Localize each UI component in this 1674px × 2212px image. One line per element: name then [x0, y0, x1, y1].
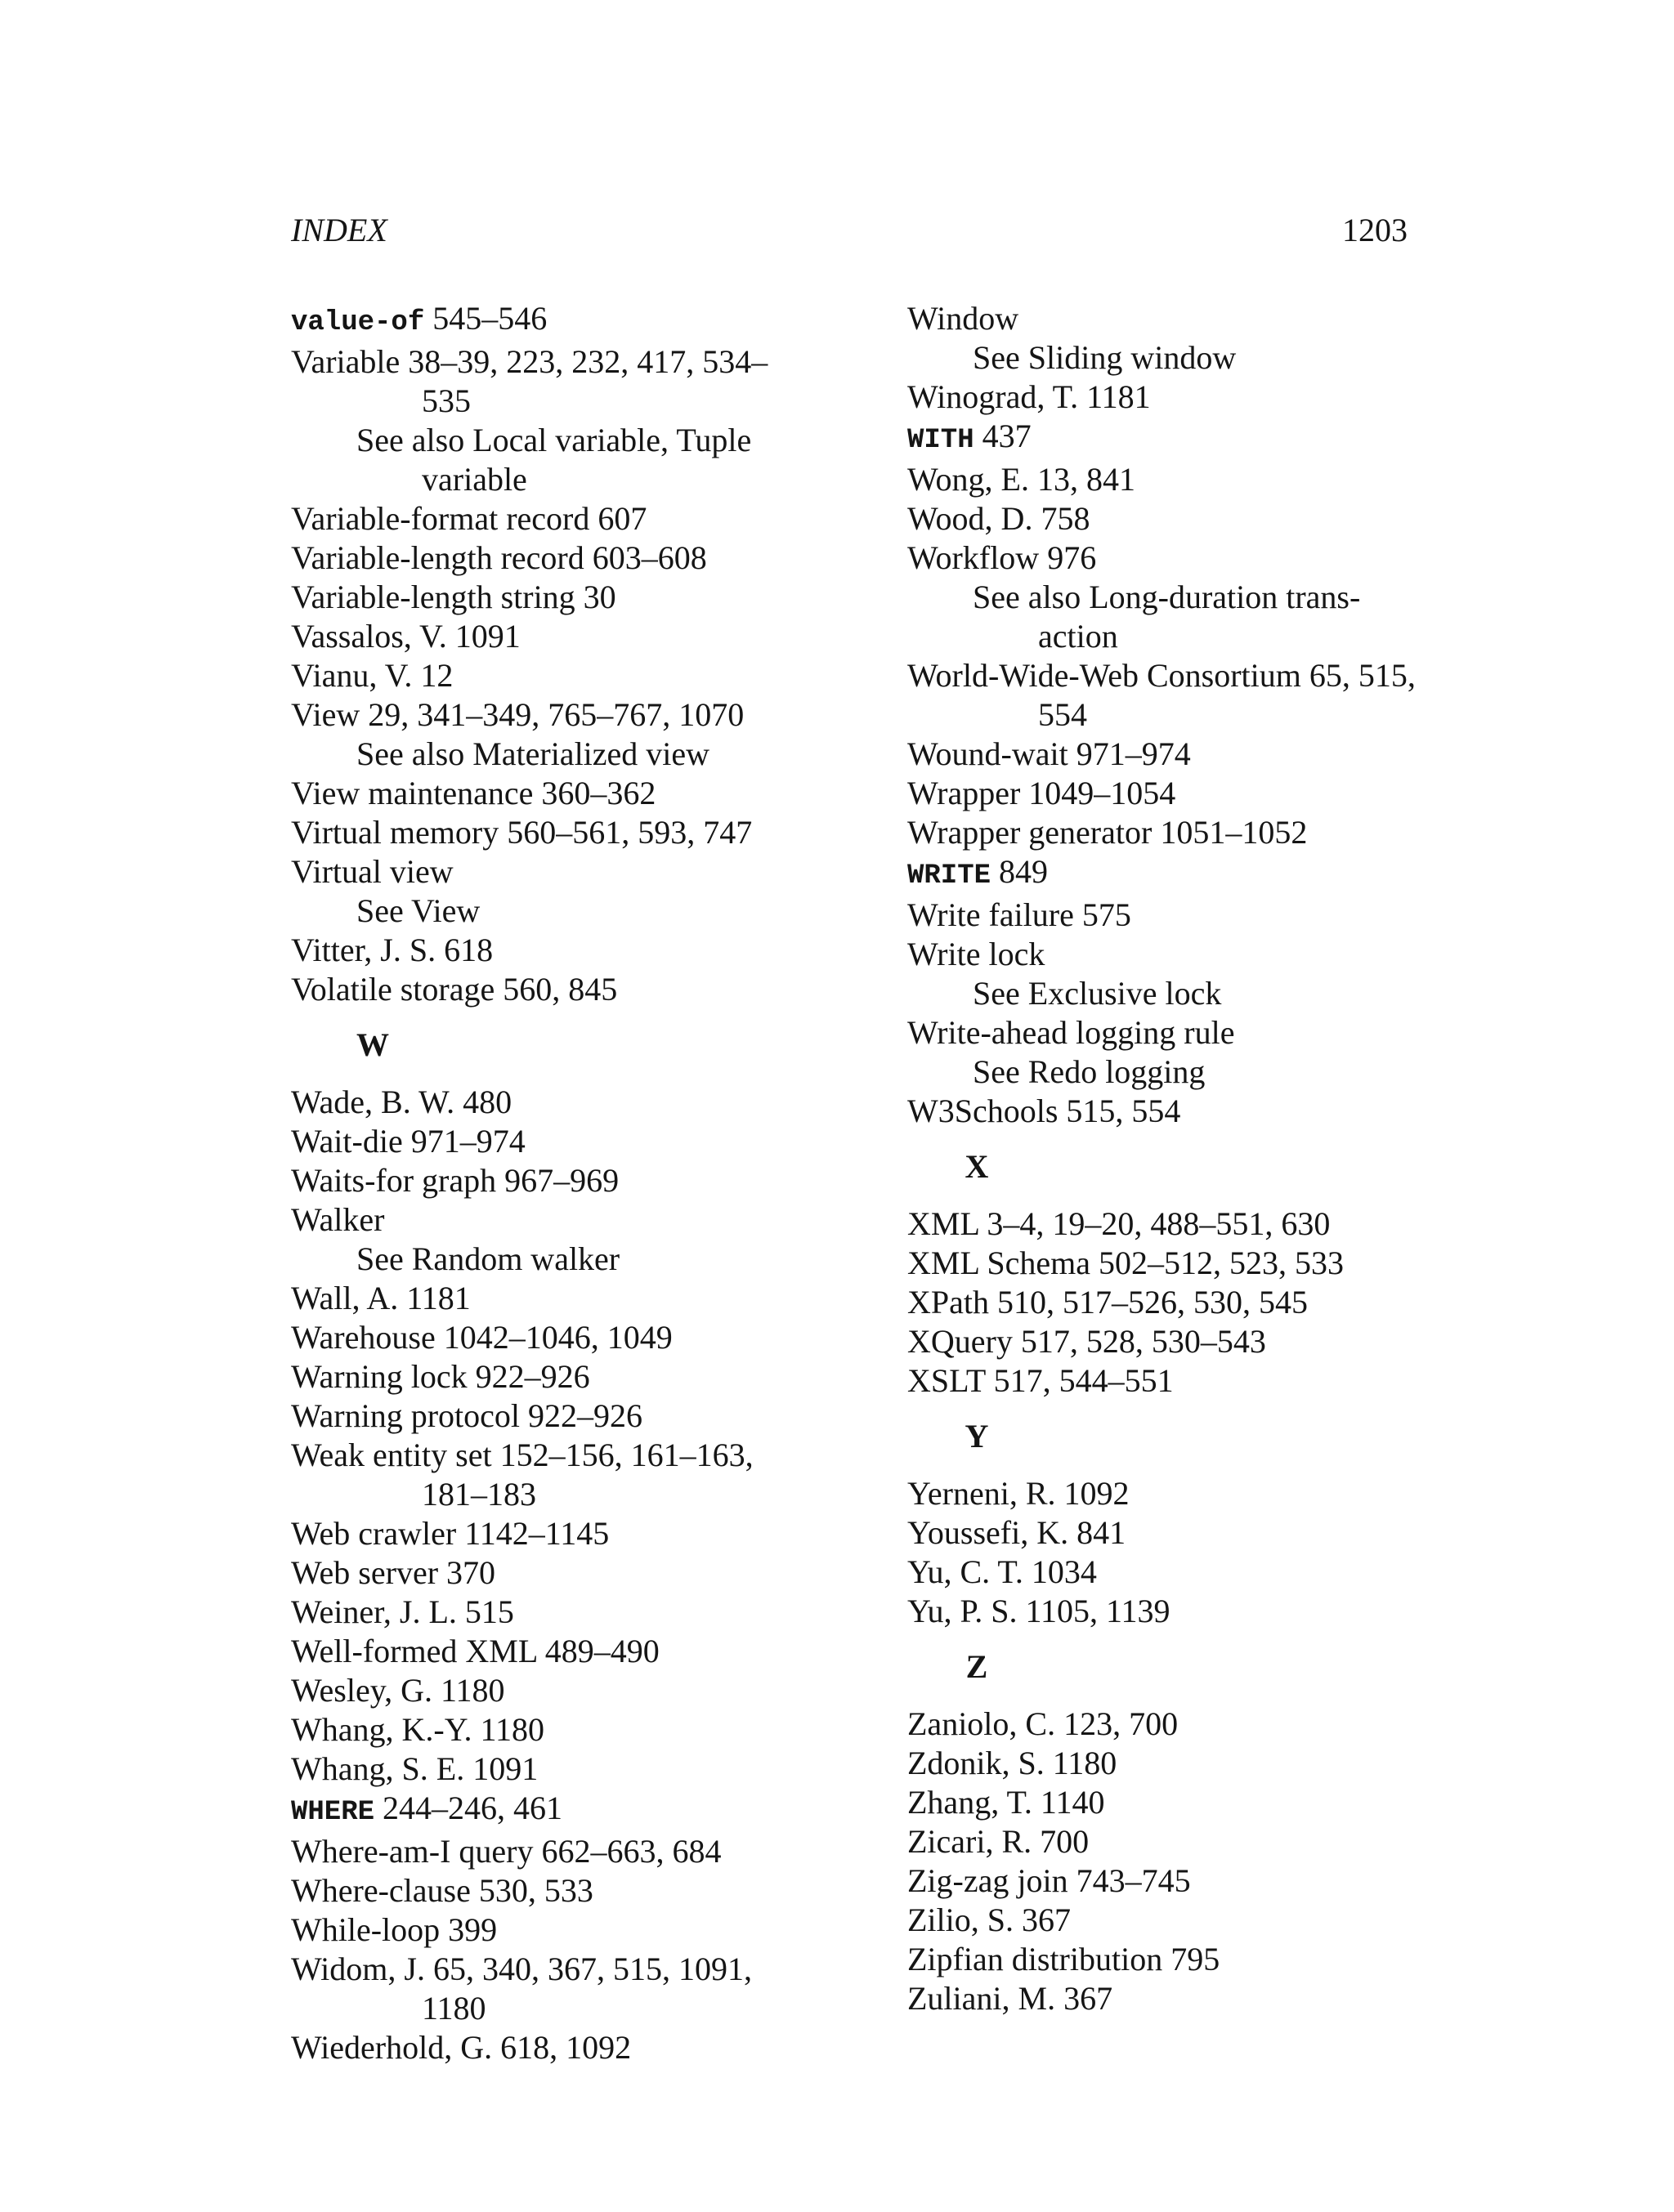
index-column-right	[907, 299, 1455, 2018]
index-entry: Weak entity set 152–156, 161–163,	[291, 1437, 754, 1473]
index-entry: Wade, B. W. 480	[291, 1084, 512, 1120]
index-entry: Wound-wait 971–974	[907, 735, 1191, 772]
index-entry: WITH 437	[907, 418, 1032, 456]
index-entry: Web server 370	[291, 1554, 496, 1591]
index-entry: W3Schools 515, 554	[907, 1093, 1181, 1129]
index-entry: Zilio, S. 367	[907, 1901, 1072, 1938]
index-entry: Wesley, G. 1180	[291, 1672, 505, 1709]
index-entry-continuation: 1180	[422, 1990, 486, 2027]
index-entry: Virtual memory 560–561, 593, 747	[291, 814, 753, 851]
page-number: 1203	[1342, 212, 1408, 248]
index-entry: Web crawler 1142–1145	[291, 1515, 610, 1552]
index-cross-reference: See Random walker	[356, 1240, 620, 1277]
index-entry: Warning lock 922–926	[291, 1358, 590, 1395]
index-entry: Walker	[291, 1201, 385, 1238]
index-entry: Zaniolo, C. 123, 700	[907, 1705, 1179, 1742]
index-entry: View maintenance 360–362	[291, 775, 656, 811]
index-entry: Zig-zag join 743–745	[907, 1862, 1191, 1899]
section-letter-w: W	[356, 1026, 389, 1063]
index-cross-reference: See also Materialized view	[356, 735, 710, 772]
index-entry: Yu, P. S. 1105, 1139	[907, 1593, 1170, 1629]
index-entry: XML Schema 502–512, 523, 533	[907, 1245, 1345, 1281]
index-entry-continuation: action	[1038, 618, 1118, 655]
index-entry: XPath 510, 517–526, 530, 545	[907, 1284, 1308, 1320]
section-letter-x: X	[965, 1148, 989, 1185]
index-entry: Workflow 976	[907, 539, 1097, 576]
index-entry: WHERE 244–246, 461	[291, 1790, 563, 1828]
index-entry: View 29, 341–349, 765–767, 1070	[291, 696, 745, 733]
index-entry: Wrapper 1049–1054	[907, 775, 1176, 811]
code-term: WHERE	[291, 1797, 375, 1828]
index-entry: Widom, J. 65, 340, 367, 515, 1091,	[291, 1951, 752, 1987]
index-entry-continuation: 554	[1038, 696, 1087, 733]
index-entry: Write failure 575	[907, 896, 1131, 933]
index-entry: Vitter, J. S. 618	[291, 932, 494, 968]
index-entry: Whang, S. E. 1091	[291, 1750, 539, 1787]
index-entry-continuation: variable	[422, 461, 527, 498]
section-letter-z: Z	[965, 1648, 988, 1685]
index-entry: Zicari, R. 700	[907, 1823, 1090, 1860]
index-entry: Zdonik, S. 1180	[907, 1745, 1117, 1781]
index-entry: Wiederhold, G. 618, 1092	[291, 2029, 632, 2066]
index-entry-continuation: 535	[422, 382, 471, 419]
index-entry: Volatile storage 560, 845	[291, 971, 618, 1008]
index-entry: Zhang, T. 1140	[907, 1784, 1105, 1821]
index-entry: Warning protocol 922–926	[291, 1397, 643, 1434]
index-entry: Where-clause 530, 533	[291, 1872, 593, 1909]
index-entry: Wait-die 971–974	[291, 1123, 526, 1160]
section-letter-y: Y	[965, 1418, 989, 1455]
index-entry: Vassalos, V. 1091	[291, 618, 521, 655]
index-entry-continuation: 181–183	[422, 1476, 536, 1513]
index-entry: Wong, E. 13, 841	[907, 461, 1135, 498]
index-entry: World-Wide-Web Consortium 65, 515,	[907, 657, 1416, 694]
code-term: value-of	[291, 307, 425, 338]
index-entry: XQuery 517, 528, 530–543	[907, 1323, 1266, 1360]
index-entry: Warehouse 1042–1046, 1049	[291, 1319, 673, 1356]
index-entry: Weiner, J. L. 515	[291, 1593, 514, 1630]
running-title: INDEX	[291, 212, 387, 248]
index-entry: Zipfian distribution 795	[907, 1941, 1220, 1977]
index-entry: Variable-length record 603–608	[291, 539, 707, 576]
index-cross-reference: See also Local variable, Tuple	[356, 422, 752, 458]
index-entry: Variable-format record 607	[291, 500, 647, 537]
index-entry: Vianu, V. 12	[291, 657, 454, 694]
index-entry: Virtual view	[291, 853, 454, 890]
index-entry: Variable 38–39, 223, 232, 417, 534–	[291, 343, 768, 380]
index-entry: Variable-length string 30	[291, 579, 616, 615]
index-entry: value-of 545–546	[291, 300, 548, 338]
index-entry: Write-ahead logging rule	[907, 1014, 1235, 1051]
running-head	[291, 206, 1408, 255]
index-entry: XSLT 517, 544–551	[907, 1362, 1174, 1399]
index-cross-reference: See Redo logging	[973, 1053, 1206, 1090]
index-entry: XML 3–4, 19–20, 488–551, 630	[907, 1205, 1331, 1242]
index-cross-reference: See Exclusive lock	[973, 975, 1222, 1012]
index-cross-reference: See also Long-duration trans-	[973, 579, 1361, 615]
code-term: WITH	[907, 425, 974, 456]
index-entry: Yerneni, R. 1092	[907, 1475, 1130, 1512]
index-entry: Zuliani, M. 367	[907, 1980, 1113, 2017]
index-entry: Youssefi, K. 841	[907, 1514, 1126, 1551]
index-entry: WRITE 849	[907, 853, 1049, 892]
index-entry: Wood, D. 758	[907, 500, 1090, 537]
index-entry: Where-am-I query 662–663, 684	[291, 1833, 722, 1870]
index-entry: Wall, A. 1181	[291, 1280, 471, 1316]
index-entry: Well-formed XML 489–490	[291, 1633, 660, 1669]
index-cross-reference: See Sliding window	[973, 339, 1237, 376]
index-entry: Wrapper generator 1051–1052	[907, 814, 1308, 851]
index-entry: Write lock	[907, 936, 1045, 972]
index-entry: Window	[907, 300, 1019, 337]
index-cross-reference: See View	[356, 892, 481, 929]
index-column-left	[291, 299, 863, 2067]
code-term: WRITE	[907, 860, 991, 892]
index-entry: Whang, K.-Y. 1180	[291, 1711, 544, 1748]
index-entry: While-loop 399	[291, 1911, 498, 1948]
index-entry: Yu, C. T. 1034	[907, 1553, 1097, 1590]
index-entry: Winograd, T. 1181	[907, 378, 1151, 415]
index-entry: Waits-for graph 967–969	[291, 1162, 620, 1199]
